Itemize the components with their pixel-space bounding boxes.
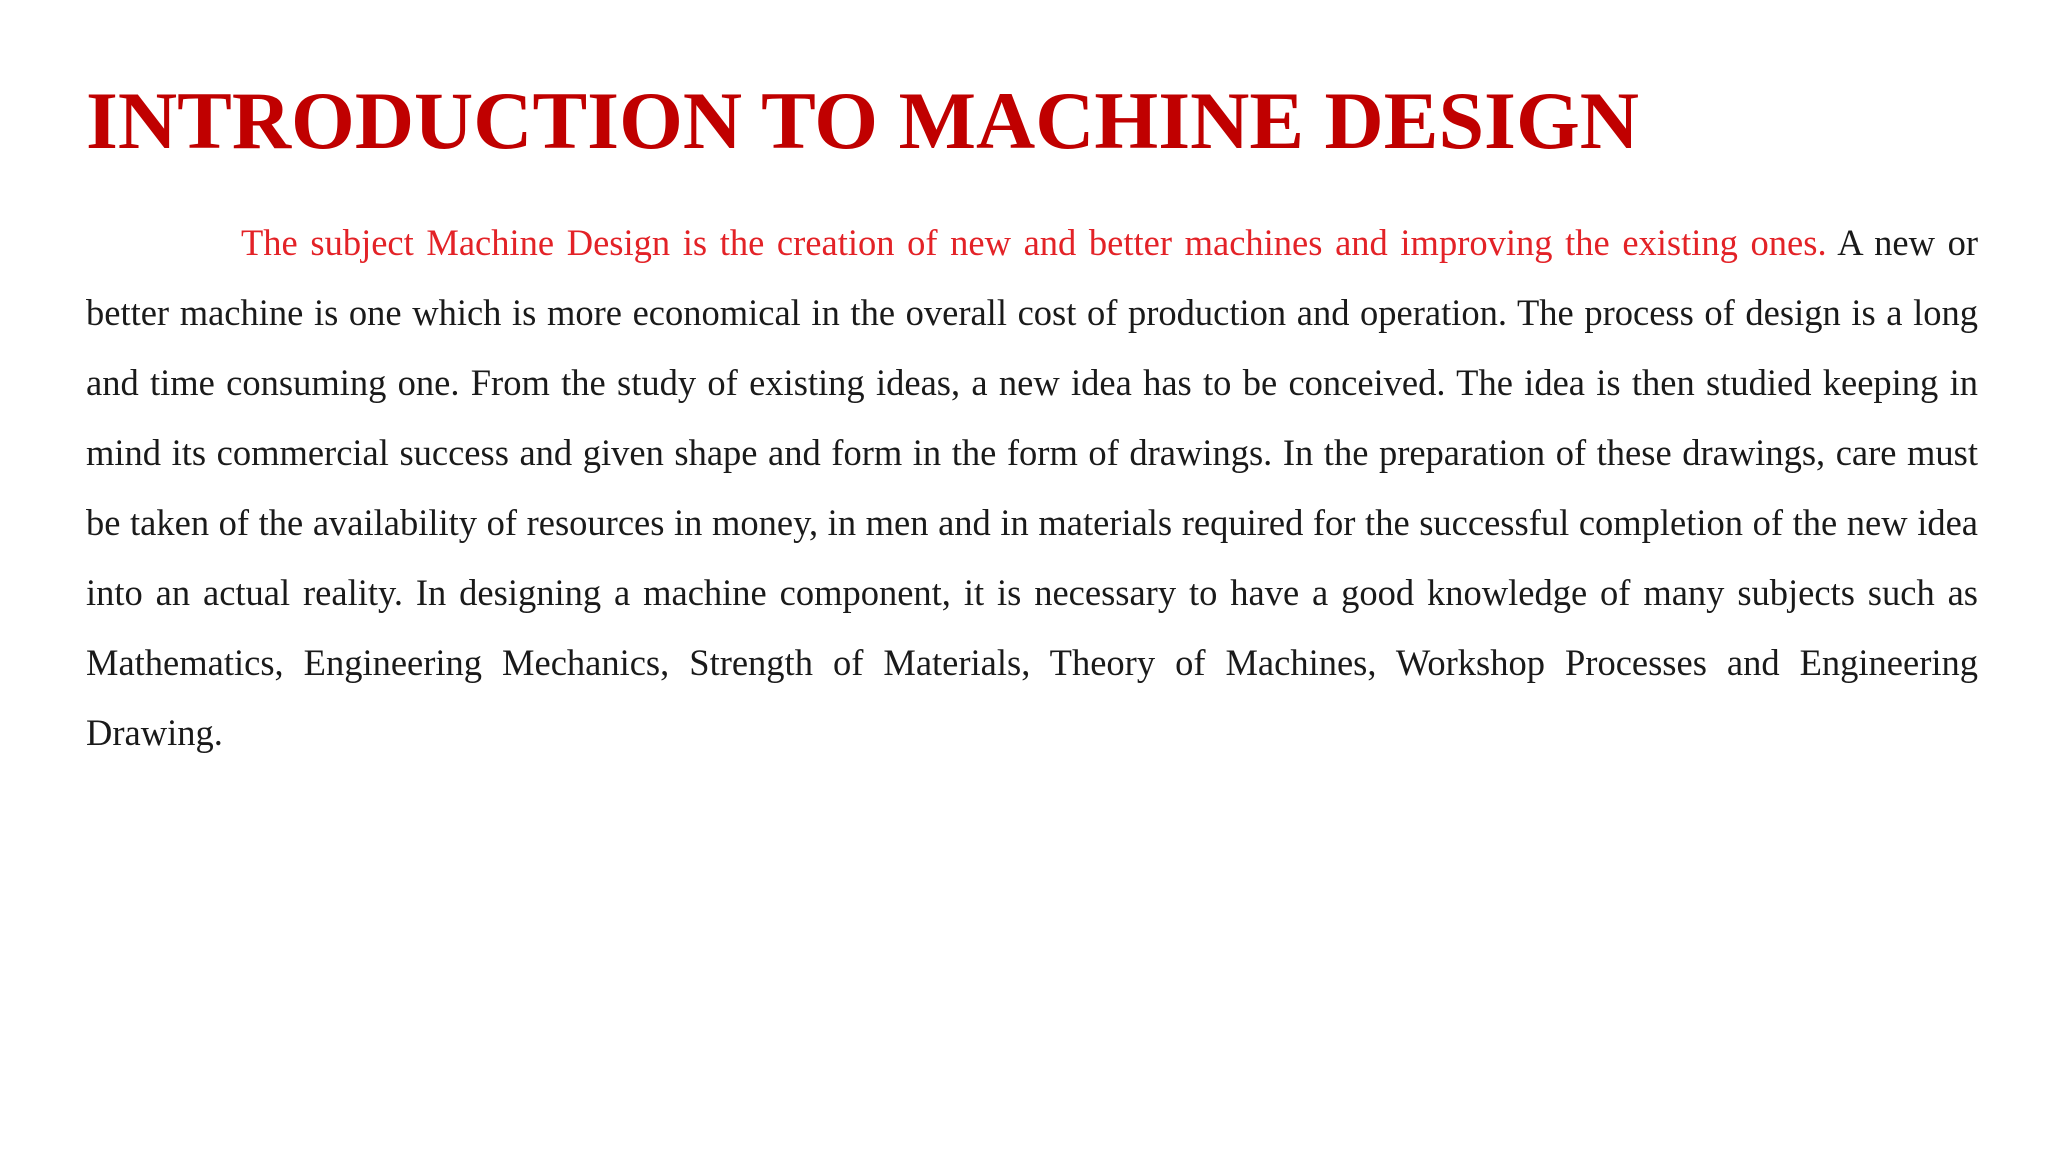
slide-title: INTRODUCTION TO MACHINE DESIGN xyxy=(86,75,1639,166)
slide-paragraph xyxy=(86,208,1978,768)
body-text: A new or better machine is one which is more economical in the overall cost of production and operation. The process of design is a long and time consuming one. From the study of existing ideas, a new idea has to be conceived. The idea is then studied keeping in mind its commercial success and given shape and form in the form of drawings. In the preparation of these drawings, care must be taken of the availability of resources in money, in men and in materials required for the successful completion of the new idea into an actual reality. In designing a machine component, it is necessary to have a good knowledge of many subjects such as Mathematics, Engineering Mechanics, Strength of Materials, Theory of Machines, Workshop Processes and Engineering Drawing. xyxy=(86,222,1979,753)
lead-sentence: The subject Machine Design is the creation of new and better machines and improving the existing ones. xyxy=(241,222,1827,263)
